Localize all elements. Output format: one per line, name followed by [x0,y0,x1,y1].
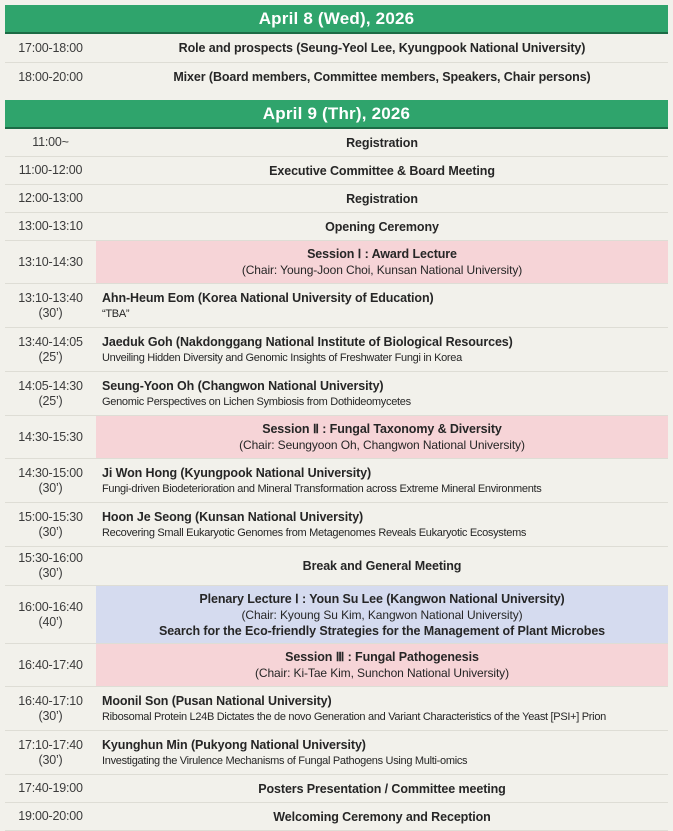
time-cell [5,775,96,802]
talk-title: Fungi-driven Biodeterioration and Mineral Transformation across Extreme Mineral Environments [102,482,542,495]
session-title: Session Ⅱ : Fungal Taxonomy & Diversity [262,422,502,436]
time-cell [5,157,96,184]
session-chair: (Chair: Seungyoon Oh, Changwon National University) [239,438,525,452]
time-range: 13:00-13:10 [18,219,83,233]
event-title: Break and General Meeting [302,559,462,573]
time-range: 14:05-14:30 [18,378,83,393]
schedule-row [5,730,668,774]
row-content [96,372,668,415]
speaker-name: Jaeduk Goh (Nakdonggang National Institute of Biological Resources) [102,334,513,349]
time-cell [5,284,96,327]
speaker-name: Ji Won Hong (Kyungpook National University) [102,465,372,480]
duration: (30’) [38,708,63,723]
time-cell [5,372,96,415]
row-content [96,586,668,643]
day1-table [5,5,668,91]
time-range: 16:00-16:40 [18,599,83,614]
time-range: 15:30-16:00 [18,551,83,565]
session-chair: (Chair: Ki-Tae Kim, Sunchon National University) [255,666,509,680]
session-chair: (Chair: Young-Joon Choi, Kunsan National University) [241,263,523,277]
duration: (30’) [38,480,63,495]
schedule-row [5,415,668,458]
day1-header: April 8 (Wed), 2026 [5,5,668,34]
speaker-name: Hoon Je Seong (Kunsan National University) [102,509,364,524]
duration: (30’) [38,566,63,580]
time-range: 18:00-20:00 [18,69,83,84]
time-range: 17:00-18:00 [18,40,83,55]
time-range: 17:10-17:40 [18,737,83,752]
duration: (30’) [38,752,63,767]
time-range: 14:30-15:30 [18,429,83,444]
talk-title: “TBA” [102,307,130,320]
row-content [96,731,668,774]
row-content [96,803,668,830]
schedule-row [5,585,668,643]
row-content [96,241,668,283]
session-title: Session Ⅲ : Fungal Pathogenesis [285,650,479,664]
schedule-row [5,802,668,830]
talk-title: Investigating the Virulence Mechanisms of Fungal Pathogens Using Multi-omics [102,754,468,767]
event-title: Registration [346,191,418,206]
time-range: 11:00-12:00 [18,163,83,177]
time-range: 15:00-15:30 [18,509,83,524]
row-content [96,644,668,686]
time-range: 13:10-14:30 [18,254,83,269]
schedule-row [5,458,668,502]
speaker-name: Moonil Son (Pusan National University) [102,693,332,708]
time-cell [5,547,96,585]
time-cell [5,644,96,686]
time-range: 19:00-20:00 [18,809,83,823]
row-content [96,284,668,327]
event-title: Posters Presentation / Committee meeting [258,781,506,796]
row-content [96,157,668,184]
talk-title: Genomic Perspectives on Lichen Symbiosis from Dothideomycetes [102,395,411,408]
schedule-row [5,643,668,686]
schedule-row [5,371,668,415]
row-content [96,547,668,585]
schedule-row [5,212,668,240]
duration: (25’) [38,349,63,364]
schedule-row [5,156,668,184]
speaker-name: Kyunghun Min (Pukyong National University) [102,737,366,752]
talk-title: Recovering Small Eukaryotic Genomes from Metagenomes Reveals Eukaryotic Ecosystems [102,526,527,539]
schedule-row [5,774,668,802]
row-content [96,34,668,62]
schedule-row [5,327,668,371]
talk-title: Ribosomal Protein L24B Dictates the de novo Generation and Variant Characteristics of the Yeast [PSI+] Prion [102,710,606,723]
day1-rows [5,34,668,91]
time-range: 11:00~ [32,135,69,149]
row-content [96,503,668,546]
time-range: 16:40-17:10 [18,693,83,708]
duration: (25’) [38,393,63,408]
row-content [96,687,668,730]
event-title: Mixer (Board members, Committee members, Speakers, Chair persons) [173,70,591,84]
row-content [96,775,668,802]
session-title: Session Ⅰ : Award Lecture [307,247,457,261]
schedule-row [5,502,668,546]
time-cell [5,241,96,283]
time-cell [5,459,96,502]
time-range: 13:10-13:40 [18,290,83,305]
duration: (30’) [38,524,63,539]
duration: (40’) [38,614,63,629]
time-cell [5,63,96,91]
event-title: Registration [346,135,418,150]
schedule-row [5,184,668,212]
duration: (30’) [38,305,63,320]
plenary-title: Plenary Lecture Ⅰ : Youn Su Lee (Kangwon National University) [199,591,565,606]
day2-table [5,100,668,831]
event-title: Welcoming Ceremony and Reception [273,809,491,824]
schedule-row [5,283,668,327]
schedule-row [5,34,668,62]
event-title: Executive Committee & Board Meeting [269,163,495,178]
day2-rows [5,129,668,831]
plenary-chair: (Chair: Kyoung Su Kim, Kangwon National University) [241,607,523,622]
event-title: Role and prospects (Seung-Yeol Lee, Kyungpook National University) [178,41,586,55]
time-cell [5,129,96,156]
schedule-row [5,129,668,156]
time-range: 17:40-19:00 [18,781,83,795]
time-cell [5,803,96,830]
row-content [96,63,668,91]
row-content [96,213,668,240]
time-cell [5,731,96,774]
schedule-row [5,240,668,283]
talk-title: Unveiling Hidden Diversity and Genomic Insights of Freshwater Fungi in Korea [102,351,462,364]
time-cell [5,328,96,371]
row-content [96,459,668,502]
speaker-name: Seung-Yoon Oh (Changwon National University) [102,378,384,393]
event-title: Opening Ceremony [325,219,439,234]
time-cell [5,586,96,643]
time-range: 12:00-13:00 [18,191,83,205]
schedule-row [5,62,668,91]
row-content [96,185,668,212]
time-range: 16:40-17:40 [18,657,83,672]
time-range: 14:30-15:00 [18,465,83,480]
time-cell [5,34,96,62]
time-cell [5,687,96,730]
time-cell [5,185,96,212]
time-range: 13:40-14:05 [18,334,83,349]
time-cell [5,503,96,546]
row-content [96,328,668,371]
time-cell [5,213,96,240]
schedule-row [5,686,668,730]
schedule-row [5,546,668,585]
row-content [96,416,668,458]
day2-header: April 9 (Thr), 2026 [5,100,668,129]
plenary-topic: Search for the Eco-friendly Strategies for the Management of Plant Microbes [158,623,606,638]
speaker-name: Ahn-Heum Eom (Korea National University of Education) [102,290,434,305]
row-content [96,129,668,156]
time-cell [5,416,96,458]
